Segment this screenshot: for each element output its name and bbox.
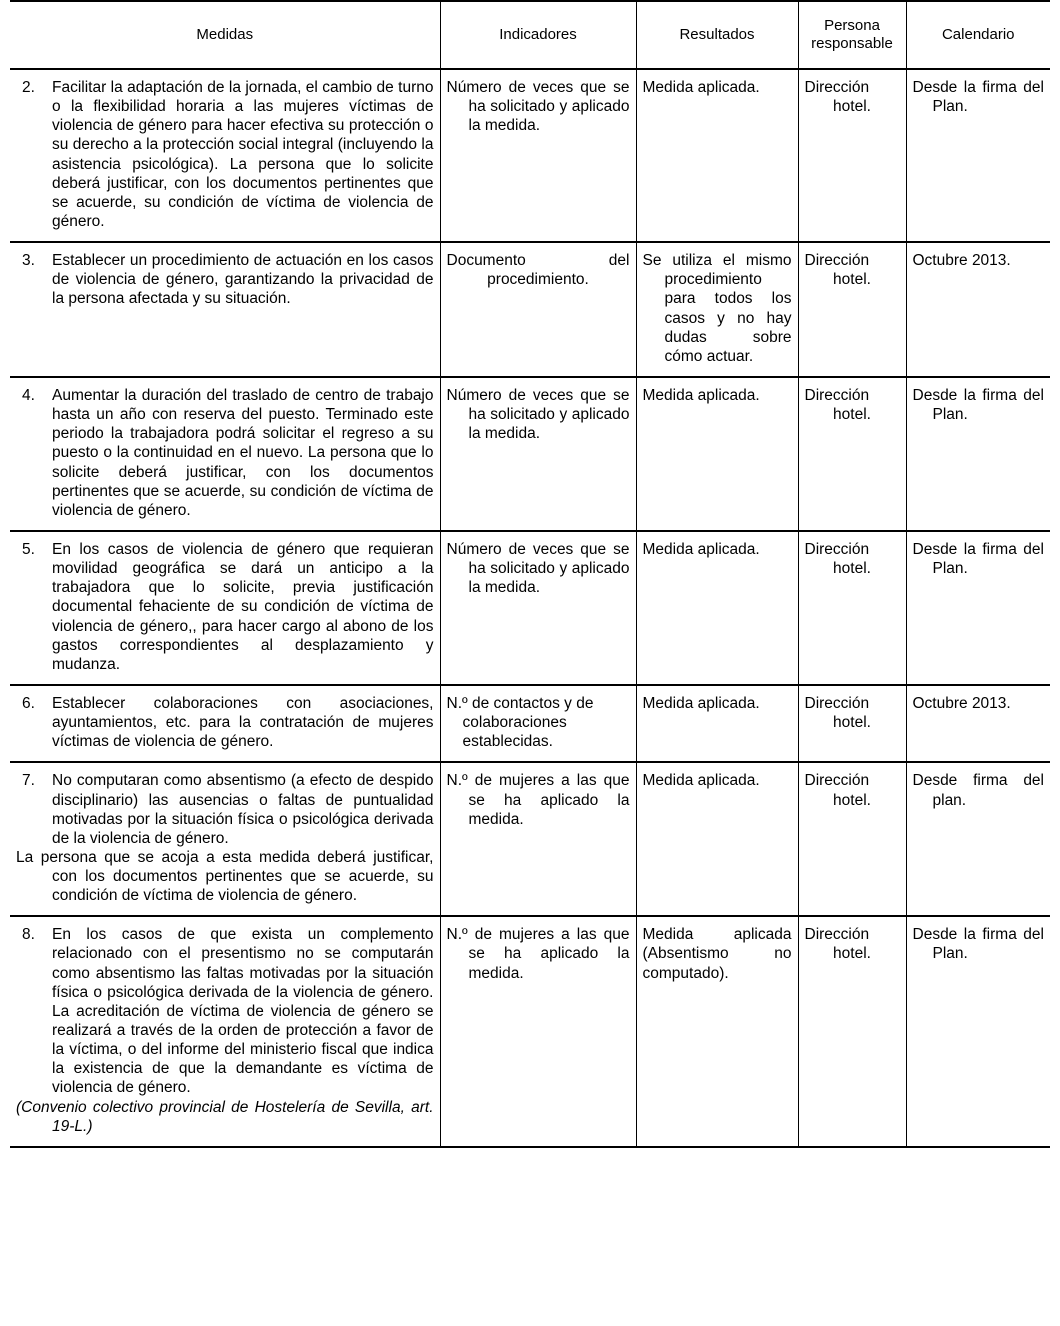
persona-text bbox=[805, 78, 900, 116]
cell-indicador bbox=[440, 685, 636, 762]
measure-number: 3. bbox=[22, 252, 35, 270]
table-row bbox=[10, 762, 1050, 916]
column-header-indicadores: Indicadores bbox=[440, 1, 636, 69]
cell-medida bbox=[10, 377, 440, 531]
cell-medida bbox=[10, 685, 440, 762]
persona-line1: Dirección bbox=[804, 772, 870, 790]
indicador-text: N.º de mujeres a las que se ha aplicado la medida. bbox=[446, 772, 630, 828]
measure-text-paragraph-2: La persona que se acoja a esta medida deberá justificar, con los documentos pertinentes que se acuerde, su condición de víctima de violencia de género. bbox=[16, 848, 434, 905]
measure-number: 2. bbox=[22, 79, 35, 96]
indicador-line2: procedimiento. bbox=[487, 271, 589, 289]
indicador-text bbox=[447, 251, 630, 289]
calendario-text: Desde la firma del Plan. bbox=[912, 79, 1044, 116]
measure-text bbox=[16, 386, 434, 520]
persona-line1: Dirección bbox=[804, 540, 870, 558]
cell-resultado bbox=[636, 69, 798, 242]
measure-number: 7. bbox=[22, 772, 35, 790]
measure-text bbox=[16, 78, 434, 231]
cell-indicador bbox=[440, 531, 636, 685]
measures-table bbox=[10, 0, 1050, 1148]
persona-text bbox=[805, 251, 900, 289]
header-row bbox=[10, 1, 1050, 69]
table-row bbox=[10, 685, 1050, 762]
persona-line2: hotel. bbox=[833, 406, 871, 424]
measure-body: Establecer colaboraciones con asociaciones, ayuntamientos, etc. para la contratación de mujeres víctimas de violencia de género. bbox=[52, 694, 434, 751]
cell-resultado bbox=[636, 916, 798, 1147]
column-header-persona-responsable bbox=[798, 1, 906, 69]
persona-text bbox=[805, 925, 900, 963]
measure-citation: (Convenio colectivo provincial de Hostelería de Sevilla, art. 19-L.) bbox=[16, 1098, 434, 1135]
cell-indicador bbox=[440, 762, 636, 916]
cell-persona bbox=[798, 762, 906, 916]
cell-persona bbox=[798, 377, 906, 531]
calendario-text: Octubre 2013. bbox=[912, 252, 1011, 270]
measure-text bbox=[16, 925, 434, 1097]
cell-medida bbox=[10, 762, 440, 916]
persona-line2: hotel. bbox=[833, 714, 871, 732]
calendario-text: Desde la firma del Plan. bbox=[912, 926, 1044, 963]
measure-number: 5. bbox=[22, 540, 35, 558]
persona-text bbox=[805, 771, 900, 809]
measure-body: En los casos de que exista un complemento relacionado con el presentismo no se computarán como absentismo las faltas motivadas por la situación física o psicológica derivada de la violencia de género. La acreditación de víctima de violencia de género se realizará a través de la orden de protección a favor de la víctima, o del informe del ministerio fiscal que indica la existencia de que la demandante es víctima de violencia de género. bbox=[52, 926, 434, 1097]
resultado-line3: computado). bbox=[642, 964, 729, 982]
table-row bbox=[10, 69, 1050, 242]
measure-body: Establecer un procedimiento de actuación en los casos de violencia de género, garantizando la privacidad de la persona afectada y su situación. bbox=[52, 252, 434, 308]
cell-persona bbox=[798, 242, 906, 377]
cell-medida bbox=[10, 242, 440, 377]
header-persona-line1: Persona bbox=[824, 16, 880, 34]
persona-line2: hotel. bbox=[833, 945, 871, 963]
measure-text bbox=[16, 771, 434, 848]
persona-line1: Dirección bbox=[804, 79, 870, 96]
table-body bbox=[10, 69, 1050, 1147]
column-header-calendario: Calendario bbox=[906, 1, 1050, 69]
indicador-line2: colaboraciones bbox=[462, 714, 567, 732]
cell-calendario bbox=[906, 531, 1050, 685]
cell-calendario bbox=[906, 69, 1050, 242]
resultado-text: Se utiliza el mismo procedimiento para todos los casos y no hay dudas sobre cómo actuar. bbox=[642, 252, 792, 365]
cell-medida bbox=[10, 69, 440, 242]
cell-calendario bbox=[906, 685, 1050, 762]
resultado-text: Medida aplicada. bbox=[642, 79, 760, 96]
cell-calendario bbox=[906, 762, 1050, 916]
calendario-text: Desde la firma del Plan. bbox=[912, 386, 1044, 424]
cell-resultado bbox=[636, 242, 798, 377]
persona-line2: hotel. bbox=[833, 98, 871, 116]
cell-persona bbox=[798, 531, 906, 685]
table-row bbox=[10, 916, 1050, 1147]
table-row bbox=[10, 377, 1050, 531]
resultado-text: Medida aplicada. bbox=[642, 386, 760, 404]
table-row bbox=[10, 531, 1050, 685]
indicador-line1: N.º de contactos y de bbox=[446, 694, 594, 712]
indicador-line1: Documento del bbox=[446, 252, 630, 270]
indicador-text: Número de veces que se ha solicitado y aplicado la medida. bbox=[446, 386, 630, 443]
indicador-text bbox=[447, 694, 630, 751]
resultado-text: Medida aplicada. bbox=[642, 772, 760, 790]
column-header-medidas: Medidas bbox=[10, 1, 440, 69]
measure-number: 4. bbox=[22, 386, 35, 404]
resultado-line2: (Absentismo no bbox=[642, 945, 792, 963]
resultado-text: Medida aplicada. bbox=[642, 540, 760, 558]
measure-text bbox=[16, 540, 434, 674]
cell-resultado bbox=[636, 685, 798, 762]
cell-persona bbox=[798, 69, 906, 242]
cell-persona bbox=[798, 685, 906, 762]
cell-calendario bbox=[906, 377, 1050, 531]
indicador-text: Número de veces que se ha solicitado y aplicado la medida. bbox=[446, 540, 630, 597]
cell-calendario bbox=[906, 916, 1050, 1147]
persona-line2: hotel. bbox=[833, 560, 871, 578]
persona-line2: hotel. bbox=[833, 791, 871, 809]
persona-line1: Dirección bbox=[804, 386, 870, 404]
measure-body: Aumentar la duración del traslado de centro de trabajo hasta un año con reserva del puesto. Terminado este periodo la trabajadora podrá solicitar el regreso a su puesto o la continuidad en el nuevo. La persona que lo solicite deberá justificar, con los documentos pertinentes que se acuerde, su condición de víctima de violencia de género. bbox=[52, 386, 434, 519]
persona-line2: hotel. bbox=[833, 271, 871, 289]
column-header-resultados: Resultados bbox=[636, 1, 798, 69]
calendario-text: Desde la firma del Plan. bbox=[912, 540, 1044, 578]
cell-resultado bbox=[636, 762, 798, 916]
persona-line1: Dirección bbox=[804, 252, 870, 270]
resultado-text bbox=[643, 925, 792, 982]
table-row bbox=[10, 242, 1050, 377]
measure-text bbox=[16, 251, 434, 308]
measure-body: No computaran como absentismo (a efecto de despido disciplinario) las ausencias o faltas de puntualidad motivadas por la situación física o psicológica derivada de la violencia de género. bbox=[52, 772, 434, 847]
persona-text bbox=[805, 386, 900, 424]
indicador-text: Número de veces que se ha solicitado y aplicado la medida. bbox=[446, 79, 630, 135]
measure-body: En los casos de violencia de género que requieran movilidad geográfica se dará un anticipo a la trabajadora que lo solicite, previa justificación documental fehaciente de su condición de víctima de violencia de género,, para hacer cargo al abono de los gastos correspondientes al desplazamiento y mudanza. bbox=[52, 540, 434, 673]
persona-line1: Dirección bbox=[804, 694, 870, 712]
cell-medida bbox=[10, 531, 440, 685]
persona-text bbox=[805, 694, 900, 732]
header-persona-line2: responsable bbox=[811, 35, 893, 52]
measure-body: Facilitar la adaptación de la jornada, el cambio de turno o la flexibilidad horaria a las mujeres víctimas de violencia de género para hacer efectiva su protección o su derecho a la protección social integral (incluyendo la asistencia psicológica). La persona que lo solicite deberá justificar, con los documentos pertinentes que se acuerde, su condición de víctima de violencia de género. bbox=[52, 79, 434, 230]
resultado-text: Medida aplicada. bbox=[642, 694, 760, 712]
measure-text bbox=[16, 694, 434, 751]
persona-line1: Dirección bbox=[804, 926, 870, 944]
cell-calendario bbox=[906, 242, 1050, 377]
cell-resultado bbox=[636, 377, 798, 531]
resultado-line1: Medida aplicada bbox=[642, 926, 792, 944]
calendario-text: Octubre 2013. bbox=[912, 694, 1011, 712]
measure-number: 8. bbox=[22, 926, 35, 944]
cell-indicador bbox=[440, 69, 636, 242]
cell-resultado bbox=[636, 531, 798, 685]
indicador-line3: establecidas. bbox=[462, 733, 553, 751]
measure-number: 6. bbox=[22, 694, 35, 712]
indicador-text: N.º de mujeres a las que se ha aplicado la medida. bbox=[446, 926, 630, 982]
persona-text bbox=[805, 540, 900, 578]
calendario-text: Desde firma del plan. bbox=[912, 772, 1044, 809]
cell-persona bbox=[798, 916, 906, 1147]
cell-indicador bbox=[440, 916, 636, 1147]
table-header bbox=[10, 1, 1050, 69]
cell-medida bbox=[10, 916, 440, 1147]
cell-indicador bbox=[440, 377, 636, 531]
cell-indicador bbox=[440, 242, 636, 377]
